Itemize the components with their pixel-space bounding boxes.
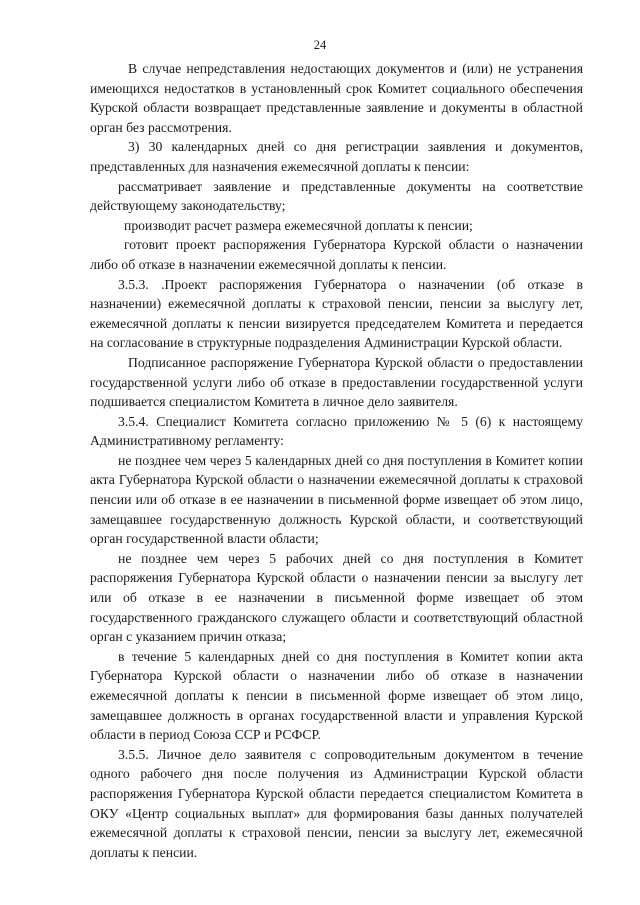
paragraph-signed-order: Подписанное распоряжение Губернатора Курской области о предоставлении государственной услуги либо об отказе в предоставлении государственной услуги подшивается специалистом Комитета в личное дело заявителя. <box>90 354 583 410</box>
paragraph-30-days-term: 3) 30 календарных дней со дня регистрации заявления и документов, представленных для назначения ежемесячной доплаты к пенсии: <box>90 139 583 174</box>
paragraph-3-5-3: 3.5.3. .Проект распоряжения Губернатора о назначении (об отказе в назначении) ежемесячной доплаты к страховой пенсии, пенсии за выслугу лет, ежемесячной доплаты к пенсии визируется председателем Комитета и передается на согласование в структурные подразделения Администрации Курской области. <box>90 276 583 351</box>
paragraph-notify-civil-servant: не позднее чем через 5 рабочих дней со дня поступления в Комитет распоряжения Губернатора Курской области о назначении пенсии за выслугу лет или об отказе в ее назначении в письменной форме извещает об этом государственного гражданского служащего области и соответствующий областной орган с указанием причин отказа; <box>90 550 583 645</box>
page-number: 24 <box>313 38 327 52</box>
paragraph-3-5-5: 3.5.5. Личное дело заявителя с сопроводительным документом в течение одного рабочего дня после получения из Администрации Курской области распоряжения Губернатора Курской области передается специалистом Комитета в ОКУ «Центр социальных выплат» для формирования базы данных получателей ежемесячной доплаты к страховой пенсии, пенсии за выслугу лет, ежемесячной доплаты к пенсии. <box>90 746 583 860</box>
paragraph-notify-state-position: не позднее чем через 5 календарных дней со дня поступления в Комитет копии акта Губернатора Курской области о назначении ежемесячной доплаты к страховой пенсии или об отказе в ее назначении в письменной форме извещает об этом лицо, замещавшее государственную должность Курской области, и соответствующий орган государственной власти области; <box>90 452 583 547</box>
paragraph-3-5-4: 3.5.4. Специалист Комитета согласно приложению № 5 (6) к настоящему Административному регламенту: <box>90 413 583 449</box>
paragraph-calculates-amount: производит расчет размера ежемесячной доплаты к пенсии; <box>124 217 473 233</box>
paragraph-return-documents: В случае непредставления недостающих документов и (или) не устранения имеющихся недостатков в установленный срок Комитет социального обеспечения Курской области возвращает представленные заявление и документы в областной орган без рассмотрения. <box>90 61 583 135</box>
paragraph-notify-ussr-period: в течение 5 календарных дней со дня поступления в Комитет копии акта Губернатора Курской области о назначении либо об отказе в назначении ежемесячной доплаты к пенсии в письменной форме извещает об этом лицо, замещавшее должность в органах государственной власти и управления Курской области в период Союза ССР и РСФСР. <box>90 648 583 743</box>
paragraph-prepares-draft-order: готовит проект распоряжения Губернатора Курской области о назначении либо об отказе в назначении ежемесячной доплаты к пенсии. <box>90 237 583 272</box>
document-body <box>90 59 583 862</box>
paragraph-reviews-application: рассматривает заявление и представленные документы на соответствие действующему законодательству; <box>90 178 583 214</box>
